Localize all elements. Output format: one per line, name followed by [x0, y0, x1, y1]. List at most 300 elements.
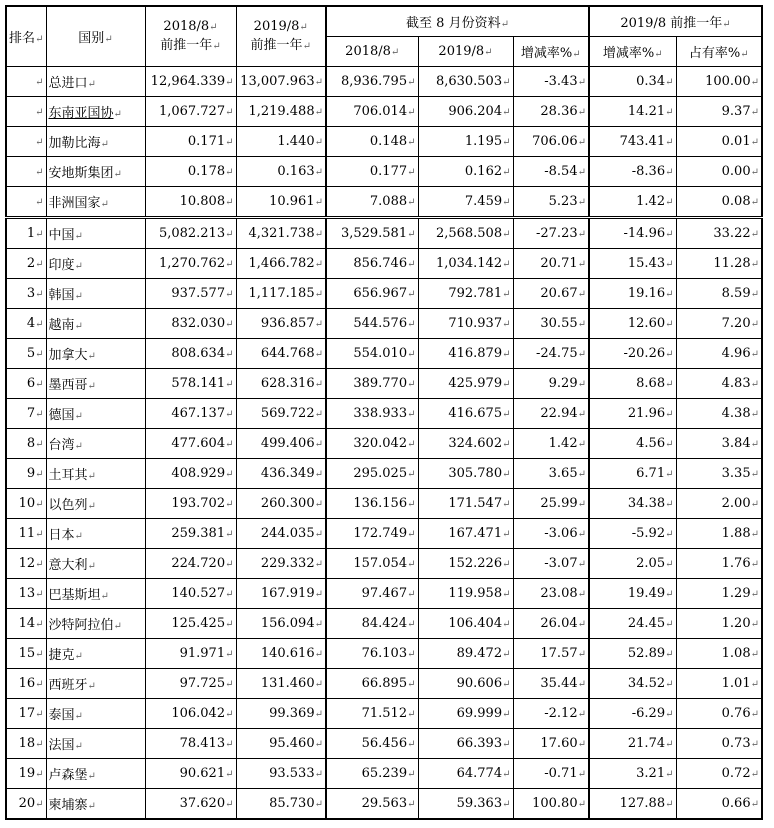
value-e: 17.57: [540, 646, 578, 661]
value-cell-d: [418, 669, 513, 699]
paragraph-mark-icon: ↵: [225, 709, 234, 720]
value-a: 91.971: [179, 646, 226, 661]
rank-value: 10: [18, 496, 36, 511]
paragraph-mark-icon: ↵: [750, 679, 759, 690]
value-cell-d: [418, 97, 513, 127]
paragraph-mark-icon: ↵: [35, 499, 44, 510]
paragraph-mark-icon: ↵: [577, 289, 586, 300]
paragraph-mark-icon: ↵: [314, 409, 323, 420]
value-cell-c: [326, 127, 418, 157]
paragraph-mark-icon: ↵: [750, 559, 759, 570]
value-cell-a: [145, 279, 236, 309]
header-trail-change-label: 增减率%: [602, 46, 655, 61]
table-row: [6, 789, 762, 820]
paragraph-mark-icon: ↵: [225, 137, 234, 148]
value-cell-a: [145, 429, 236, 459]
value-b: 628.316: [260, 376, 315, 391]
paragraph-mark-icon: ↵: [577, 739, 586, 750]
paragraph-mark-icon: ↵: [665, 649, 674, 660]
value-f: 4.56: [636, 436, 666, 451]
value-cell-d: [418, 429, 513, 459]
paragraph-mark-icon: ↵: [665, 619, 674, 630]
country-name: 韩国: [48, 288, 75, 303]
paragraph-mark-icon: ↵: [314, 739, 323, 750]
value-f: 34.52: [627, 676, 666, 691]
value-cell-a: [145, 489, 236, 519]
value-b: 569.722: [260, 406, 315, 421]
table-row: [6, 759, 762, 789]
paragraph-mark-icon: ↵: [665, 259, 674, 270]
value-b: 4,321.738: [248, 226, 315, 241]
paragraph-mark-icon: ↵: [299, 21, 308, 33]
paragraph-mark-icon: ↵: [577, 529, 586, 540]
country-name: 沙特阿拉伯: [48, 618, 114, 633]
country-cell: [46, 218, 145, 249]
paragraph-mark-icon: ↵: [225, 167, 234, 178]
country-name: 土耳其: [48, 468, 88, 483]
country-cell: [46, 279, 145, 309]
value-cell-g: [676, 218, 762, 249]
value-cell-c: [326, 309, 418, 339]
country-name: 加勒比海: [48, 136, 101, 151]
paragraph-mark-icon: ↵: [314, 679, 323, 690]
country-name: 越南: [48, 318, 75, 333]
value-c: 7.088: [369, 194, 408, 209]
rank-value: 9: [26, 466, 36, 481]
value-cell-e: [513, 549, 589, 579]
value-cell-c: [326, 519, 418, 549]
paragraph-mark-icon: ↵: [35, 799, 44, 810]
value-cell-a: [145, 157, 236, 187]
country-cell: [46, 187, 145, 218]
value-g: 33.22: [713, 226, 751, 241]
value-e: -3.43: [544, 74, 578, 89]
value-e: 26.04: [540, 616, 578, 631]
country-cell: [46, 429, 145, 459]
value-cell-g: [676, 639, 762, 669]
country-cell: [46, 459, 145, 489]
value-cell-a: [145, 309, 236, 339]
value-cell-c: [326, 639, 418, 669]
value-cell-c: [326, 429, 418, 459]
value-e: 35.44: [540, 676, 578, 691]
paragraph-mark-icon: ↵: [35, 319, 44, 330]
country-cell: [46, 729, 145, 759]
value-e: -2.12: [544, 706, 578, 721]
value-cell-g: [676, 309, 762, 339]
value-cell-d: [418, 369, 513, 399]
paragraph-mark-icon: ↵: [100, 139, 109, 150]
paragraph-mark-icon: ↵: [750, 229, 759, 240]
country-name[interactable]: 东南亚国协: [48, 106, 114, 121]
value-b: 140.616: [260, 646, 315, 661]
value-cell-e: [513, 429, 589, 459]
paragraph-mark-icon: ↵: [665, 409, 674, 420]
value-a: 5,082.213: [158, 226, 226, 241]
paragraph-mark-icon: ↵: [665, 197, 674, 208]
paragraph-mark-icon: ↵: [225, 499, 234, 510]
value-cell-d: [418, 729, 513, 759]
value-g: 1.76: [721, 556, 751, 571]
value-b: 260.300: [260, 496, 315, 511]
value-a: 1,270.762: [158, 256, 226, 271]
paragraph-mark-icon: ↵: [35, 619, 44, 630]
value-cell-g: [676, 399, 762, 429]
value-c: 856.746: [353, 256, 408, 271]
paragraph-mark-icon: ↵: [212, 40, 221, 52]
header-cum-2019-label: 2019/8: [438, 44, 485, 59]
paragraph-mark-icon: ↵: [577, 439, 586, 450]
paragraph-mark-icon: ↵: [225, 529, 234, 540]
value-cell-d: [418, 699, 513, 729]
country-name: 中国: [48, 228, 75, 243]
value-b: 99.369: [269, 706, 315, 721]
paragraph-mark-icon: ↵: [407, 709, 416, 720]
value-b: 131.460: [260, 676, 315, 691]
value-c: 656.967: [353, 286, 408, 301]
value-cell-b: [236, 639, 326, 669]
value-cell-b: [236, 759, 326, 789]
rank-value: 18: [18, 736, 36, 751]
value-cell-g: [676, 187, 762, 218]
value-cell-d: [418, 519, 513, 549]
paragraph-mark-icon: ↵: [502, 739, 511, 750]
value-e: 706.06: [532, 134, 578, 149]
value-b: 1,219.488: [248, 104, 315, 119]
paragraph-mark-icon: ↵: [225, 769, 234, 780]
value-d: 416.675: [448, 406, 503, 421]
table-row: [6, 609, 762, 639]
value-a: 408.929: [171, 466, 226, 481]
value-e: -8.54: [544, 164, 578, 179]
value-a: 140.527: [171, 586, 226, 601]
value-cell-e: [513, 459, 589, 489]
table-row: [6, 729, 762, 759]
value-d: 119.958: [448, 586, 503, 601]
value-d: 69.999: [456, 706, 503, 721]
value-cell-d: [418, 187, 513, 218]
value-b: 1.440: [277, 134, 315, 149]
country-cell: [46, 157, 145, 187]
paragraph-mark-icon: ↵: [502, 469, 511, 480]
paragraph-mark-icon: ↵: [502, 769, 511, 780]
value-cell-e: [513, 127, 589, 157]
value-cell-e: [513, 97, 589, 127]
value-e: 28.36: [540, 104, 578, 119]
paragraph-mark-icon: ↵: [750, 167, 759, 178]
paragraph-mark-icon: ↵: [577, 469, 586, 480]
value-b: 10.961: [269, 194, 315, 209]
paragraph-mark-icon: ↵: [225, 619, 234, 630]
value-cell-b: [236, 429, 326, 459]
value-cell-f: [589, 218, 676, 249]
value-a: 125.425: [171, 616, 226, 631]
value-cell-f: [589, 67, 676, 97]
table-row: [6, 67, 762, 97]
paragraph-mark-icon: ↵: [750, 379, 759, 390]
paragraph-mark-icon: ↵: [750, 589, 759, 600]
value-cell-a: [145, 789, 236, 820]
value-cell-f: [589, 157, 676, 187]
paragraph-mark-icon: ↵: [87, 351, 96, 362]
value-b: 0.163: [277, 164, 315, 179]
value-g: 7.20: [721, 316, 751, 331]
value-cell-g: [676, 97, 762, 127]
value-cell-g: [676, 339, 762, 369]
paragraph-mark-icon: ↵: [665, 559, 674, 570]
value-b: 13,007.963: [240, 74, 315, 89]
value-a: 832.030: [171, 316, 226, 331]
value-b: 436.349: [260, 466, 315, 481]
value-a: 0.171: [187, 134, 226, 149]
country-name: 柬埔寨: [48, 798, 88, 813]
value-e: -3.07: [544, 556, 578, 571]
value-e: 1.42: [548, 436, 578, 451]
country-name: 总进口: [48, 76, 88, 91]
value-cell-e: [513, 369, 589, 399]
value-a: 90.621: [179, 766, 226, 781]
paragraph-mark-icon: ↵: [502, 499, 511, 510]
rank-value: 11: [18, 526, 36, 541]
country-name: 日本: [48, 528, 75, 543]
country-cell: [46, 339, 145, 369]
country-name: 卢森堡: [48, 768, 88, 783]
paragraph-mark-icon: ↵: [577, 589, 586, 600]
value-cell-d: [418, 279, 513, 309]
paragraph-mark-icon: ↵: [407, 589, 416, 600]
value-e: 3.65: [548, 466, 578, 481]
value-cell-c: [326, 699, 418, 729]
value-c: 338.933: [353, 406, 408, 421]
value-cell-b: [236, 339, 326, 369]
value-d: 8,630.503: [435, 74, 503, 89]
value-d: 171.547: [448, 496, 503, 511]
value-cell-c: [326, 789, 418, 820]
paragraph-mark-icon: ↵: [577, 77, 586, 88]
paragraph-mark-icon: ↵: [314, 319, 323, 330]
value-f: 0.34: [636, 74, 666, 89]
paragraph-mark-icon: ↵: [407, 439, 416, 450]
value-g: 3.84: [721, 436, 751, 451]
value-c: 71.512: [361, 706, 408, 721]
paragraph-mark-icon: ↵: [750, 107, 759, 118]
value-cell-c: [326, 579, 418, 609]
value-cell-b: [236, 369, 326, 399]
paragraph-mark-icon: ↵: [502, 77, 511, 88]
rank-cell: [6, 249, 46, 279]
value-cell-a: [145, 369, 236, 399]
value-c: 706.014: [353, 104, 408, 119]
value-cell-d: [418, 549, 513, 579]
paragraph-mark-icon: ↵: [502, 229, 511, 240]
value-f: 8.68: [636, 376, 666, 391]
value-cell-f: [589, 429, 676, 459]
value-d: 2,568.508: [435, 226, 503, 241]
paragraph-mark-icon: ↵: [407, 197, 416, 208]
value-cell-a: [145, 459, 236, 489]
paragraph-mark-icon: ↵: [407, 77, 416, 88]
paragraph-mark-icon: ↵: [407, 559, 416, 570]
paragraph-mark-icon: ↵: [577, 319, 586, 330]
paragraph-mark-icon: ↵: [502, 259, 511, 270]
value-cell-f: [589, 789, 676, 820]
value-d: 90.606: [456, 676, 503, 691]
rank-cell: [6, 489, 46, 519]
rank-value: 12: [18, 556, 36, 571]
value-cell-f: [589, 669, 676, 699]
rank-cell: [6, 519, 46, 549]
rank-cell: [6, 157, 46, 187]
value-e: -0.71: [544, 766, 578, 781]
paragraph-mark-icon: ↵: [502, 167, 511, 178]
paragraph-mark-icon: ↵: [407, 409, 416, 420]
paragraph-mark-icon: ↵: [407, 679, 416, 690]
value-c: 29.563: [361, 796, 408, 811]
paragraph-mark-icon: ↵: [577, 137, 586, 148]
paragraph-mark-icon: ↵: [750, 319, 759, 330]
paragraph-mark-icon: ↵: [502, 619, 511, 630]
paragraph-mark-icon: ↵: [577, 349, 586, 360]
value-cell-d: [418, 459, 513, 489]
value-b: 156.094: [260, 616, 315, 631]
country-cell: [46, 699, 145, 729]
rank-cell: [6, 369, 46, 399]
value-a: 224.720: [171, 556, 226, 571]
paragraph-mark-icon: ↵: [225, 679, 234, 690]
country-cell: [46, 639, 145, 669]
paragraph-mark-icon: ↵: [577, 799, 586, 810]
header-trailing-label: 2019/8 前推一年: [620, 16, 723, 31]
value-d: 106.404: [448, 616, 503, 631]
paragraph-mark-icon: ↵: [87, 681, 96, 692]
paragraph-mark-icon: ↵: [209, 21, 218, 33]
value-f: 3.21: [636, 766, 666, 781]
header-country: [46, 6, 145, 67]
value-cell-b: [236, 67, 326, 97]
paragraph-mark-icon: ↵: [35, 739, 44, 750]
paragraph-mark-icon: ↵: [750, 77, 759, 88]
value-cell-f: [589, 187, 676, 218]
value-d: 152.226: [448, 556, 503, 571]
value-g: 1.08: [721, 646, 751, 661]
table-row: [6, 489, 762, 519]
value-d: 64.774: [456, 766, 503, 781]
value-cell-b: [236, 609, 326, 639]
paragraph-mark-icon: ↵: [314, 619, 323, 630]
value-cell-f: [589, 729, 676, 759]
rank-value: 6: [26, 376, 36, 391]
value-cell-g: [676, 669, 762, 699]
value-d: 425.979: [448, 376, 503, 391]
paragraph-mark-icon: ↵: [407, 769, 416, 780]
value-cell-g: [676, 549, 762, 579]
value-cell-g: [676, 489, 762, 519]
value-c: 76.103: [361, 646, 408, 661]
paragraph-mark-icon: ↵: [100, 591, 109, 602]
paragraph-mark-icon: ↵: [314, 197, 323, 208]
value-d: 66.393: [456, 736, 503, 751]
value-a: 808.634: [171, 346, 226, 361]
value-cell-a: [145, 67, 236, 97]
paragraph-mark-icon: ↵: [665, 709, 674, 720]
value-d: 89.472: [456, 646, 503, 661]
rank-value: 3: [26, 286, 36, 301]
paragraph-mark-icon: ↵: [665, 289, 674, 300]
value-f: 15.43: [627, 256, 666, 271]
country-cell: [46, 549, 145, 579]
value-cell-e: [513, 699, 589, 729]
value-cell-e: [513, 399, 589, 429]
paragraph-mark-icon: ↵: [577, 107, 586, 118]
table-row: [6, 218, 762, 249]
value-d: 710.937: [448, 316, 503, 331]
value-cell-b: [236, 789, 326, 820]
value-cell-b: [236, 489, 326, 519]
table-row: [6, 339, 762, 369]
value-cell-b: [236, 309, 326, 339]
value-d: 59.363: [456, 796, 503, 811]
rank-cell: [6, 459, 46, 489]
value-cell-e: [513, 157, 589, 187]
header-cum-change-label: 增减率%: [520, 46, 573, 61]
paragraph-mark-icon: ↵: [225, 439, 234, 450]
paragraph-mark-icon: ↵: [665, 679, 674, 690]
paragraph-mark-icon: ↵: [665, 137, 674, 148]
paragraph-mark-icon: ↵: [35, 197, 44, 208]
value-a: 78.413: [179, 736, 226, 751]
value-cell-b: [236, 459, 326, 489]
value-cell-a: [145, 399, 236, 429]
paragraph-mark-icon: ↵: [314, 589, 323, 600]
value-cell-f: [589, 699, 676, 729]
country-name: 巴基斯坦: [48, 588, 101, 603]
rank-value: 15: [18, 646, 36, 661]
value-c: 84.424: [361, 616, 408, 631]
value-cell-c: [326, 157, 418, 187]
paragraph-mark-icon: ↵: [665, 529, 674, 540]
paragraph-mark-icon: ↵: [500, 19, 509, 30]
paragraph-mark-icon: ↵: [577, 229, 586, 240]
paragraph-mark-icon: ↵: [502, 649, 511, 660]
value-a: 37.620: [179, 796, 226, 811]
rank-cell: [6, 609, 46, 639]
value-d: 0.162: [464, 164, 503, 179]
rank-cell: [6, 429, 46, 459]
paragraph-mark-icon: ↵: [577, 259, 586, 270]
table-row: [6, 459, 762, 489]
value-a: 467.137: [171, 406, 226, 421]
value-cell-c: [326, 187, 418, 218]
rank-value: 2: [26, 256, 36, 271]
value-cell-e: [513, 579, 589, 609]
country-cell: [46, 579, 145, 609]
value-cell-e: [513, 249, 589, 279]
paragraph-mark-icon: ↵: [74, 651, 83, 662]
header-cum-2019: [418, 37, 513, 67]
country-name: 意大利: [48, 558, 88, 573]
paragraph-mark-icon: ↵: [502, 197, 511, 208]
value-cell-f: [589, 549, 676, 579]
value-c: 97.467: [361, 586, 408, 601]
paragraph-mark-icon: ↵: [87, 771, 96, 782]
paragraph-mark-icon: ↵: [390, 47, 400, 58]
paragraph-mark-icon: ↵: [665, 167, 674, 178]
paragraph-mark-icon: ↵: [577, 619, 586, 630]
value-cell-a: [145, 187, 236, 218]
value-b: 644.768: [260, 346, 315, 361]
value-cell-a: [145, 339, 236, 369]
value-c: 0.177: [369, 164, 408, 179]
